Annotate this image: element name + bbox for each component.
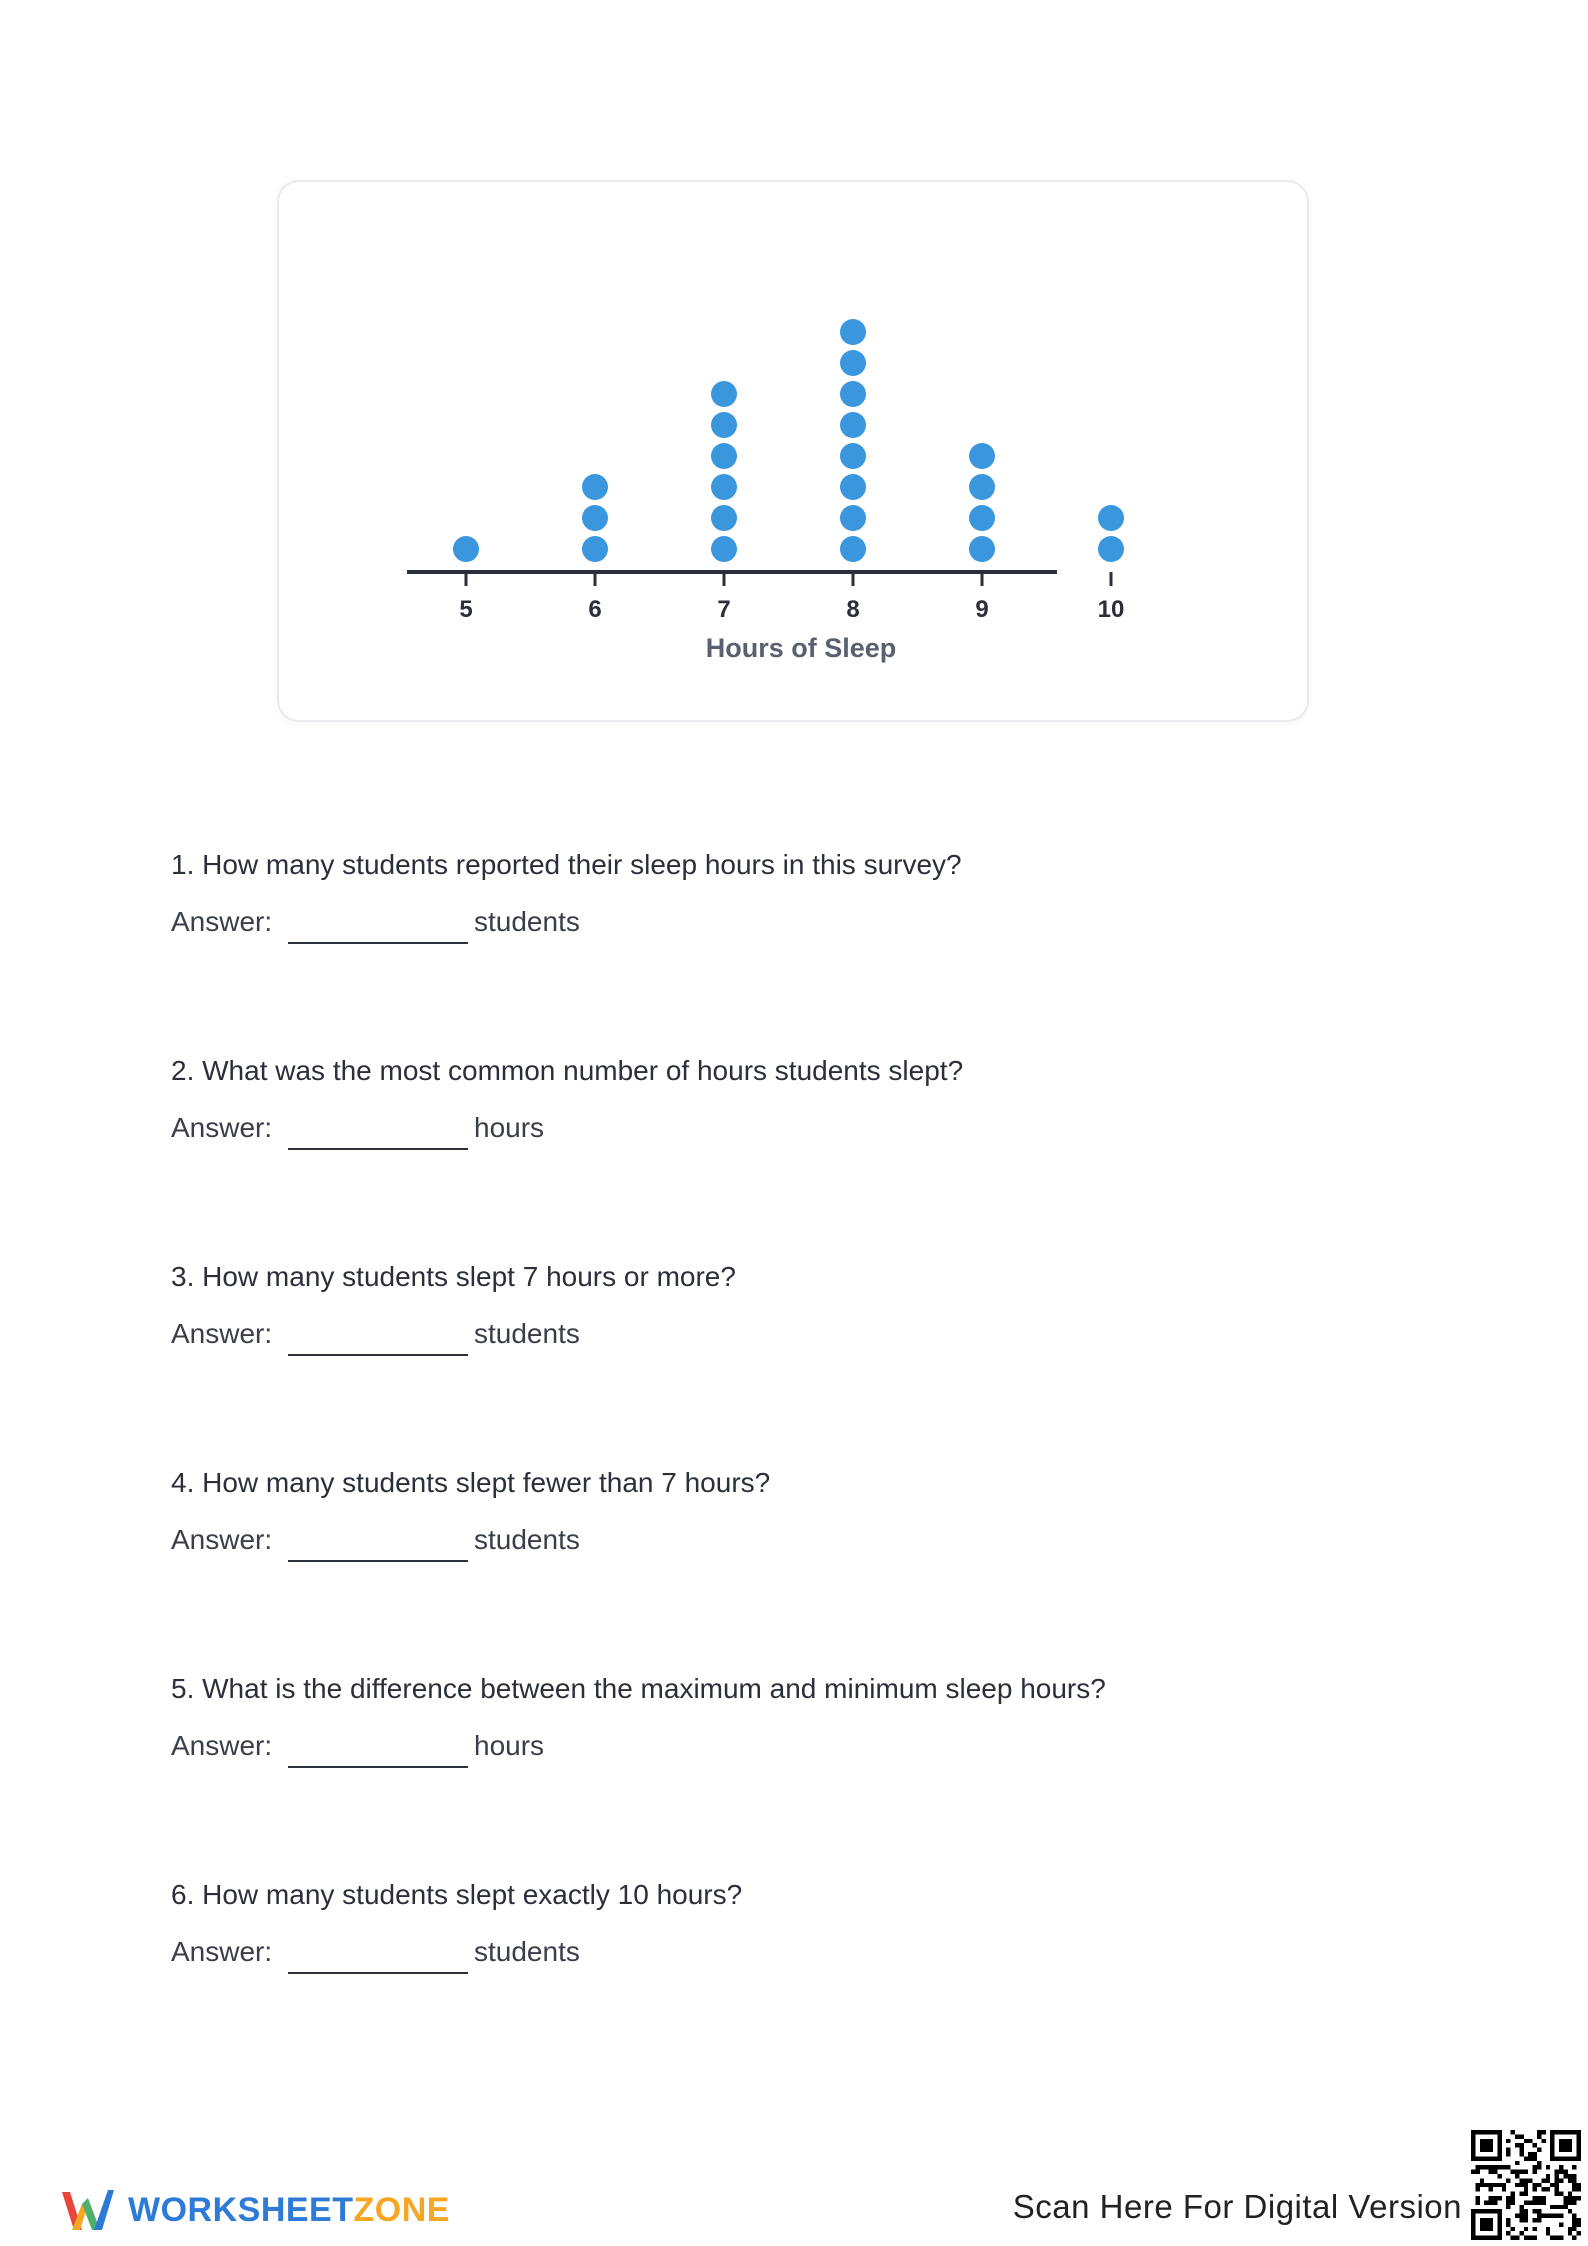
answer-blank[interactable]	[288, 1766, 468, 1768]
answer-unit: students	[474, 1524, 580, 1555]
answer-label: Answer:	[171, 906, 273, 937]
data-dot	[840, 319, 866, 345]
x-tick-label: 10	[1097, 596, 1125, 623]
question-text: 1. How many students reported their sleep hours in this survey?	[171, 849, 962, 880]
question-text: 2. What was the most common number of hours students slept?	[171, 1055, 964, 1086]
data-dot	[840, 474, 866, 500]
answer-row	[171, 1524, 1421, 1564]
question-5	[171, 1672, 1421, 1770]
answer-blank[interactable]	[288, 942, 468, 944]
x-axis-title: Hours of Sleep	[705, 633, 897, 663]
answer-row	[171, 1112, 1421, 1152]
x-tick-label: 6	[588, 596, 602, 623]
answer-unit: students	[474, 1936, 580, 1967]
answer-blank[interactable]	[288, 1148, 468, 1150]
data-dot	[1098, 536, 1124, 562]
data-dot	[582, 505, 608, 531]
question-text: 5. What is the difference between the maximum and minimum sleep hours?	[171, 1673, 1106, 1704]
data-dot	[711, 412, 737, 438]
question-3	[171, 1260, 1421, 1358]
answer-blank[interactable]	[288, 1560, 468, 1562]
logo-text	[128, 2191, 450, 2230]
data-dot	[969, 505, 995, 531]
answer-label: Answer:	[171, 1936, 273, 1967]
data-dot	[840, 381, 866, 407]
answer-label: Answer:	[171, 1524, 273, 1555]
data-dot	[969, 536, 995, 562]
answer-unit: students	[474, 906, 580, 937]
data-dot	[453, 536, 479, 562]
worksheetzone-w-logo-icon	[58, 2182, 116, 2238]
answer-blank[interactable]	[288, 1972, 468, 1974]
answer-row	[171, 1730, 1421, 1770]
x-tick-label: 5	[459, 596, 473, 623]
answer-row	[171, 906, 1421, 946]
dot-plot-chart	[279, 182, 1311, 724]
question-4	[171, 1466, 1421, 1564]
answer-unit: students	[474, 1318, 580, 1349]
answer-label: Answer:	[171, 1112, 273, 1143]
data-dot	[711, 443, 737, 469]
x-tick-label: 7	[717, 596, 731, 623]
data-dot	[840, 536, 866, 562]
dot-plot-card	[277, 180, 1309, 722]
data-dot	[711, 505, 737, 531]
data-dot	[840, 412, 866, 438]
question-text: 4. How many students slept fewer than 7 hours?	[171, 1467, 771, 1498]
worksheetzone-logo[interactable]	[58, 2180, 450, 2240]
question-2	[171, 1054, 1421, 1152]
data-dot	[1098, 505, 1124, 531]
logo-text-worksheet: WORKSHEET	[128, 2190, 354, 2229]
qr-code-icon[interactable]	[1471, 2130, 1581, 2240]
data-dot	[711, 381, 737, 407]
data-dot	[711, 536, 737, 562]
data-dot	[840, 443, 866, 469]
answer-label: Answer:	[171, 1318, 273, 1349]
data-dot	[582, 536, 608, 562]
data-dot	[840, 350, 866, 376]
x-tick-label: 8	[846, 596, 860, 623]
logo-text-zone: ZONE	[353, 2190, 450, 2229]
data-dot	[969, 443, 995, 469]
data-dot	[711, 474, 737, 500]
x-tick-label: 9	[975, 596, 989, 623]
scan-instruction: Scan Here For Digital Version	[1012, 2188, 1462, 2225]
data-dot	[840, 505, 866, 531]
data-dot	[969, 474, 995, 500]
question-text: 3. How many students slept 7 hours or more?	[171, 1261, 736, 1292]
question-1	[171, 848, 1421, 946]
question-6	[171, 1878, 1421, 1976]
answer-blank[interactable]	[288, 1354, 468, 1356]
answer-unit: hours	[474, 1112, 545, 1143]
answer-label: Answer:	[171, 1730, 273, 1761]
answer-row	[171, 1936, 1421, 1976]
data-dot	[582, 474, 608, 500]
question-text: 6. How many students slept exactly 10 hours?	[171, 1879, 743, 1910]
answer-row	[171, 1318, 1421, 1358]
answer-unit: hours	[474, 1730, 545, 1761]
